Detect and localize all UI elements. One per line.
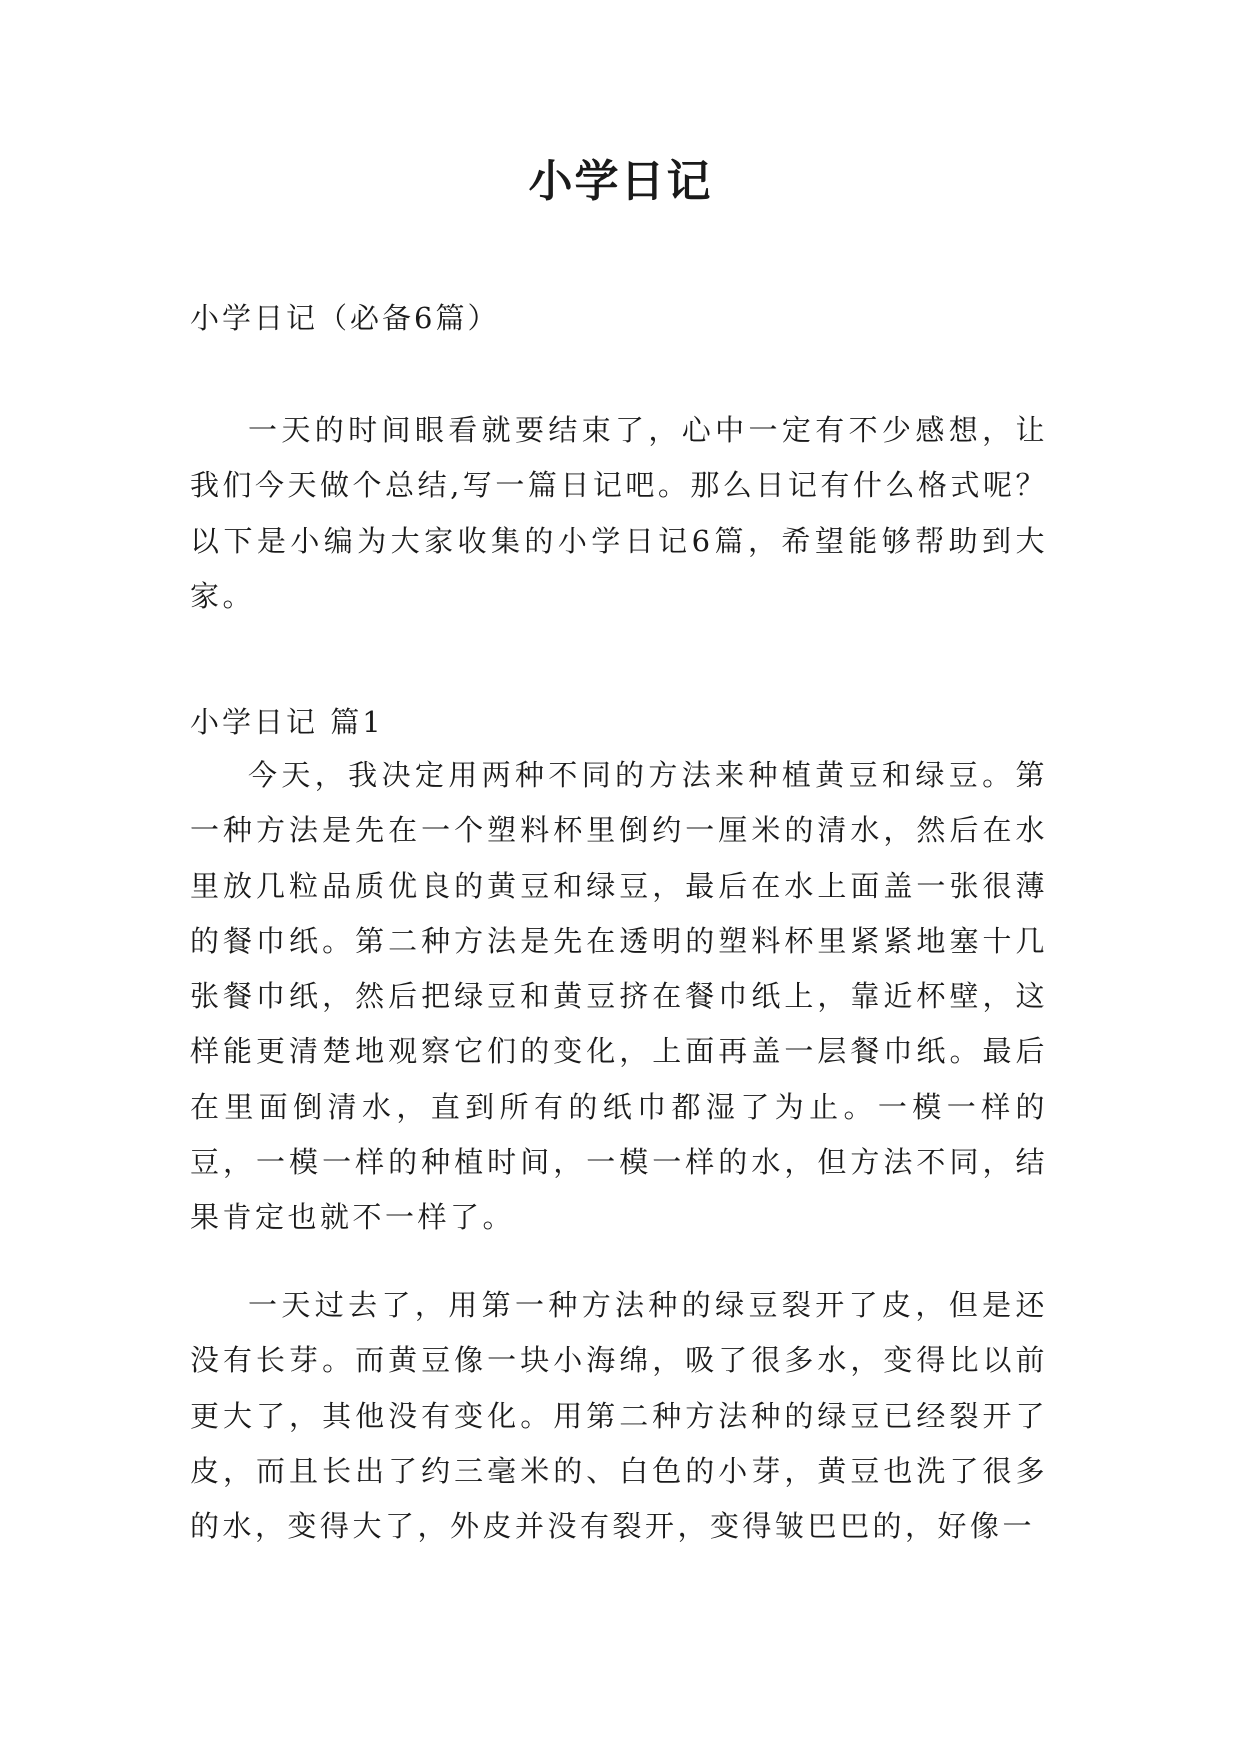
section-heading: 小学日记 篇1 xyxy=(190,705,384,739)
body-paragraph: 一天过去了，用第一种方法种的绿豆裂开了皮，但是还没有长芽。而黄豆像一块小海绵，吸了很多水，变得比以前更大了，其他没有变化。用第二种方法种的绿豆已经裂开了皮，而且长出了约三毫米的、白色的小芽，黄豆也洗了很多的水，变得大了，外皮并没有裂开，变得皱巴巴的，好像一 xyxy=(190,1288,1048,1544)
body-paragraph: 今天，我决定用两种不同的方法来种植黄豆和绿豆。第一种方法是先在一个塑料杯里倒约一厘米的清水，然后在水里放几粒品质优良的黄豆和绿豆，最后在水上面盖一张很薄的餐巾纸。第二种方法是先在透明的塑料杯里紧紧地塞十几张餐巾纸，然后把绿豆和黄豆挤在餐巾纸上，靠近杯壁，这样能更清楚地观察它们的变化，上面再盖一层餐巾纸。最后在里面倒清水，直到所有的纸巾都湿了为止。一模一样的豆，一模一样的种植时间，一模一样的水，但方法不同，结果肯定也就不一样了。 xyxy=(190,758,1048,1235)
document-title: 小学日记 xyxy=(528,156,713,207)
intro-paragraph: 一天的时间眼看就要结束了，心中一定有不少感想，让我们今天做个总结,写一篇日记吧。那么日记有什么格式呢？以下是小编为大家收集的小学日记6篇，希望能够帮助到大家。 xyxy=(190,413,1048,613)
document-subtitle: 小学日记（必备6篇） xyxy=(190,301,500,335)
